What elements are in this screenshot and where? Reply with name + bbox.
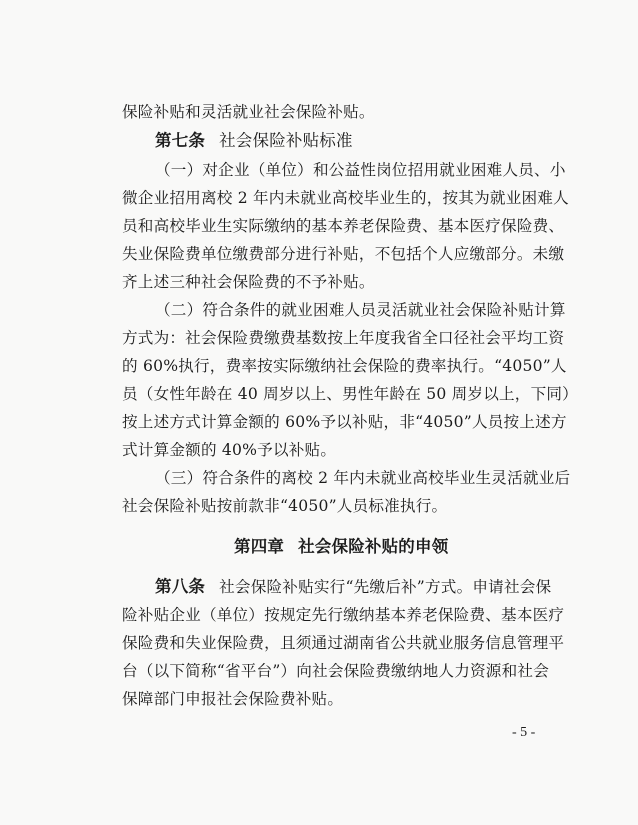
paragraph-line: 按上述方式计算金额的 60%予以补贴，非“4050”人员按上述方 [122,413,567,431]
paragraph-line: 员和高校毕业生实际缴纳的基本养老保险费、基本医疗保险费、 [122,217,565,235]
paragraph-line: （一）对企业（单位）和公益性岗位招用就业困难人员、小 [155,161,566,179]
paragraph-line: 保险补贴和灵活就业社会保险补贴。 [122,103,375,121]
chapter-4-label: 第四章 [234,537,285,556]
paragraph-line: 齐上述三种社会保险费的不予补贴。 [122,273,375,291]
paragraph-line: 保险费和失业保险费，且须通过湖南省公共就业服务信息管理平 [122,634,565,652]
paragraph-line: 社会保险补贴按前款非“4050”人员标准执行。 [122,497,448,515]
paragraph-line: 台（以下简称“省平台”）向社会保险费缴纳地人力资源和社会 [122,662,549,680]
article-8-first-line [155,577,551,597]
paragraph-line: （二）符合条件的就业困难人员灵活就业社会保险补贴计算 [155,301,566,319]
paragraph-line: 保障部门申报社会保险费补贴。 [122,690,344,708]
article-7-title: 社会保险补贴标准 [219,131,353,150]
paragraph-line: 方式为：社会保险费缴费基数按上年度我省全口径社会平均工资 [122,329,565,347]
paragraph-line: 险补贴企业（单位）按规定先行缴纳基本养老保险费、基本医疗 [122,606,565,624]
paragraph-line: 式计算金额的 40%予以补贴。 [122,441,337,459]
page-number: - 5 - [512,725,536,740]
article-7-heading [155,131,353,151]
paragraph-line: 的 60%执行，费率按实际缴纳社会保险的费率执行。“4050”人 [122,357,567,375]
paragraph-line: 社会保险补贴实行“先缴后补”方式。申请社会保 [219,578,552,596]
chapter-4-heading [234,537,448,557]
paragraph-line: 微企业招用离校 2 年内未就业高校毕业生的，按其为就业困难人 [122,189,569,207]
chapter-4-title: 社会保险补贴的申领 [298,537,449,556]
article-7-label: 第七条 [155,131,206,150]
paragraph-line: 失业保险费单位缴费部分进行补贴，不包括个人应缴部分。未缴 [122,245,565,263]
paragraph-line: （三）符合条件的离校 2 年内未就业高校毕业生灵活就业后 [155,469,571,487]
paragraph-line: 员（女性年龄在 40 周岁以上、男性年龄在 50 周岁以上，下同） [122,385,578,403]
article-8-label: 第八条 [155,577,206,596]
